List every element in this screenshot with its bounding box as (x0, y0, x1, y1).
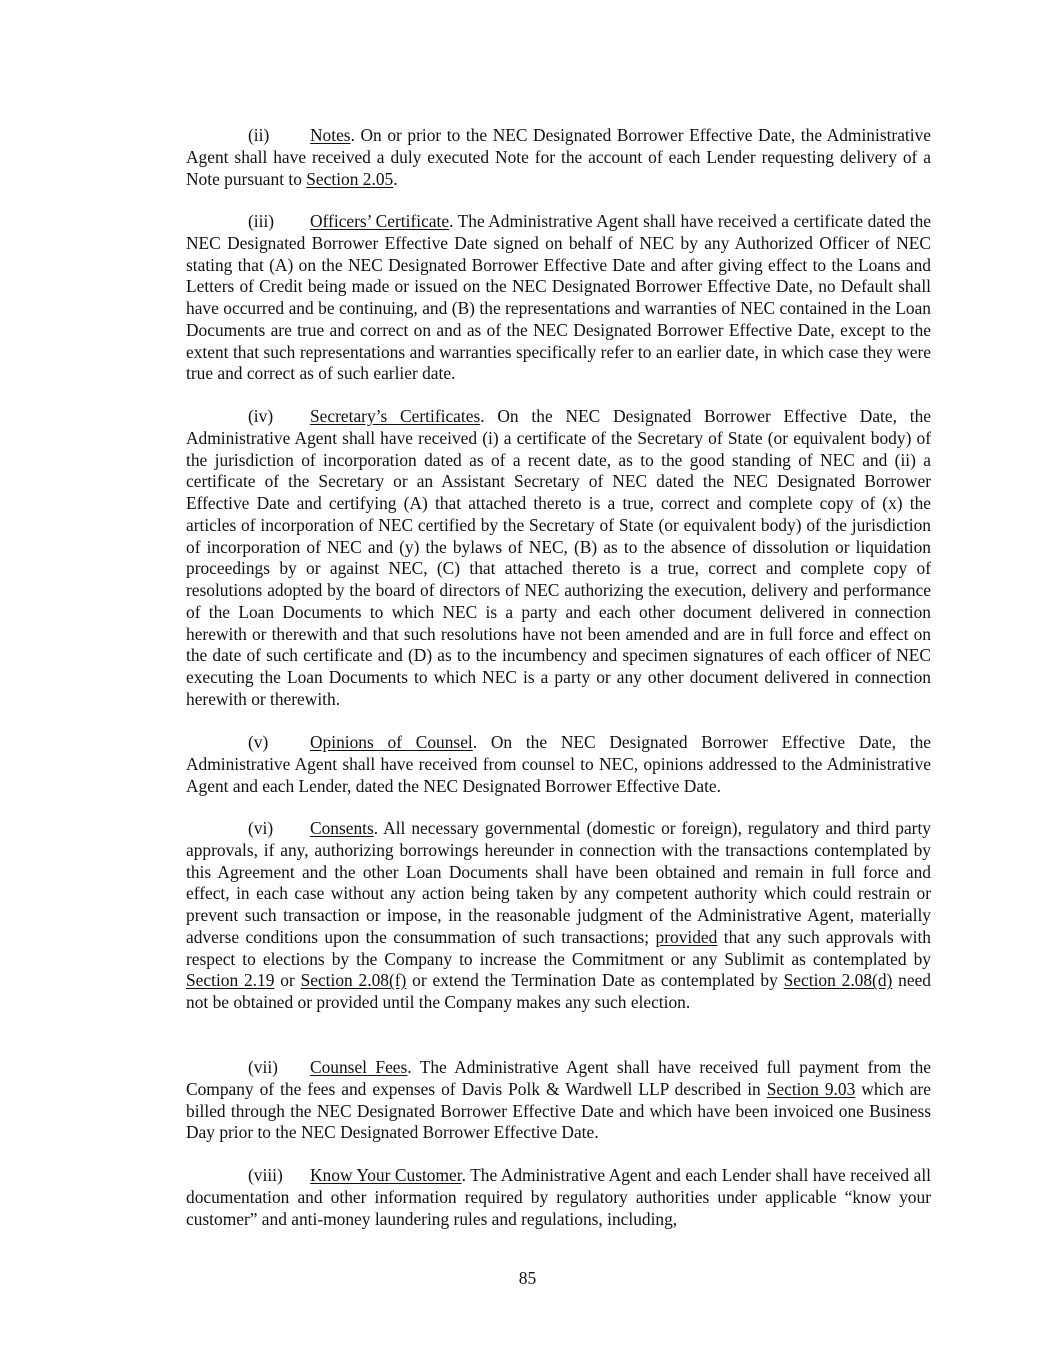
paragraph-vii (186, 1057, 931, 1144)
paragraph-text: need not be obtained or provided until the Company makes any such election. (186, 970, 931, 1012)
paragraph-text: or (274, 970, 301, 991)
paragraph-text: that any such approvals with respect to elections by the Company to increase the Commitment or any Sublimit as contemplated by (186, 926, 931, 969)
section-reference: Section 2.08(d) (783, 970, 893, 991)
paragraph-vi (186, 818, 931, 1014)
paragraph-viii (186, 1165, 931, 1230)
paragraph-heading: Know Your Customer (310, 1165, 462, 1185)
section-reference: Section 2.05 (306, 168, 394, 189)
paragraph-text: . (393, 168, 398, 189)
paragraph-number: (ii) (248, 125, 270, 145)
paragraph-number: (vi) (248, 818, 274, 838)
paragraph-text: . The Administrative Agent shall have received a certificate dated the NEC Designated Borrower Effective Date signed on behalf of NEC by any Authorized Officer of NEC stating that (A) on the NEC Designated Borrower Effective Date and after giving effect to the Loans and Letters of Credit being made or issued on the NEC Designated Borrower Effective Date, no Default shall have occurred and be continuing, and (B) the representations and warranties of NEC contained in the Loan Documents are true and correct on and as of the NEC Designated Borrower Effective Date, except to the extent that such representations and warranties specifically refer to an earlier date, in which case they were true and correct as of such earlier date. (186, 211, 931, 384)
proviso-term: provided (655, 926, 718, 947)
paragraph-heading: Opinions of Counsel (310, 732, 473, 752)
paragraph-heading: Consents (310, 818, 374, 838)
paragraph-number: (viii) (248, 1165, 283, 1185)
paragraph-ii (186, 125, 931, 190)
paragraph-number: (iv) (248, 406, 274, 426)
paragraph-text: . On the NEC Designated Borrower Effective Date, the Administrative Agent shall have received (i) a certificate of the Secretary of State (or equivalent body) of the jurisdiction of incorporation dated as of a recent date, as to the good standing of NEC and (ii) a certificate of the Secretary or an Assistant Secretary of NEC dated the NEC Designated Borrower Effective Date and certifying (A) that attached thereto is a true, correct and complete copy of (x) the articles of incorporation of NEC certified by the Secretary of State (or equivalent body) of the jurisdiction of incorporation of NEC and (y) the bylaws of NEC, (B) as to the absence of dissolution or liquidation proceedings by or against NEC, (C) that attached thereto is a true, correct and complete copy of resolutions adopted by the board of directors of NEC authorizing the execution, delivery and performance of the Loan Documents to which NEC is a party and each other document delivered in connection herewith or therewith and that such resolutions have not been amended and are in full force and effect on the date of such certificate and (D) as to the incumbency and specimen signatures of each officer of NEC executing the Loan Documents to which NEC is a party or any other document delivered in connection herewith or therewith. (186, 406, 931, 709)
paragraph-text: . On the NEC Designated Borrower Effective Date, the Administrative Agent shall have received from counsel to NEC, opinions addressed to the Administrative Agent and each Lender, dated the NEC Designated Borrower Effective Date. (186, 732, 931, 796)
section-reference: Section 2.08(f) (300, 970, 407, 991)
paragraph-iii (186, 211, 931, 385)
paragraph-text: . The Administrative Agent and each Lender shall have received all documentation and other information required by regulatory authorities under applicable “know your customer” and anti-money laundering rules and regulations, including, (186, 1165, 931, 1229)
paragraph-heading: Secretary’s Certificates (310, 406, 481, 426)
paragraph-number: (vii) (248, 1057, 278, 1077)
paragraph-iv (186, 406, 931, 711)
paragraph-heading: Officers’ Certificate (310, 211, 450, 231)
paragraph-text: . The Administrative Agent shall have received full payment from the Company of the fees and expenses of Davis Polk & Wardwell LLP described in (186, 1057, 931, 1099)
paragraph-text: . All necessary governmental (domestic or foreign), regulatory and third party approvals, if any, authorizing borrowings hereunder in connection with the transactions contemplated by this Agreement and the other Loan Documents shall have been obtained and remain in full force and effect, in each case without any action being taken by any competent authority which could restrain or prevent such transaction or impose, in the reasonable judgment of the Administrative Agent, materially adverse conditions upon the consummation of such transactions; (186, 818, 931, 947)
paragraph-text: or extend the Termination Date as contemplated by (406, 970, 784, 991)
paragraph-text: . On or prior to the NEC Designated Borrower Effective Date, the Administrative Agent shall have received a duly executed Note for the account of each Lender requesting delivery of a Note pursuant to (186, 125, 931, 189)
paragraph-heading: Counsel Fees (310, 1057, 408, 1077)
section-reference: Section 9.03 (766, 1078, 856, 1099)
paragraph-number: (v) (248, 732, 269, 752)
paragraph-heading: Notes (310, 125, 351, 145)
page-number: 85 (518, 1268, 537, 1288)
paragraph-number: (iii) (248, 211, 275, 231)
paragraph-v (186, 732, 931, 797)
section-reference: Section 2.19 (186, 970, 275, 991)
paragraph-text: which are billed through the NEC Designated Borrower Effective Date and which have been invoiced one Business Day prior to the NEC Designated Borrower Effective Date. (186, 1078, 931, 1143)
